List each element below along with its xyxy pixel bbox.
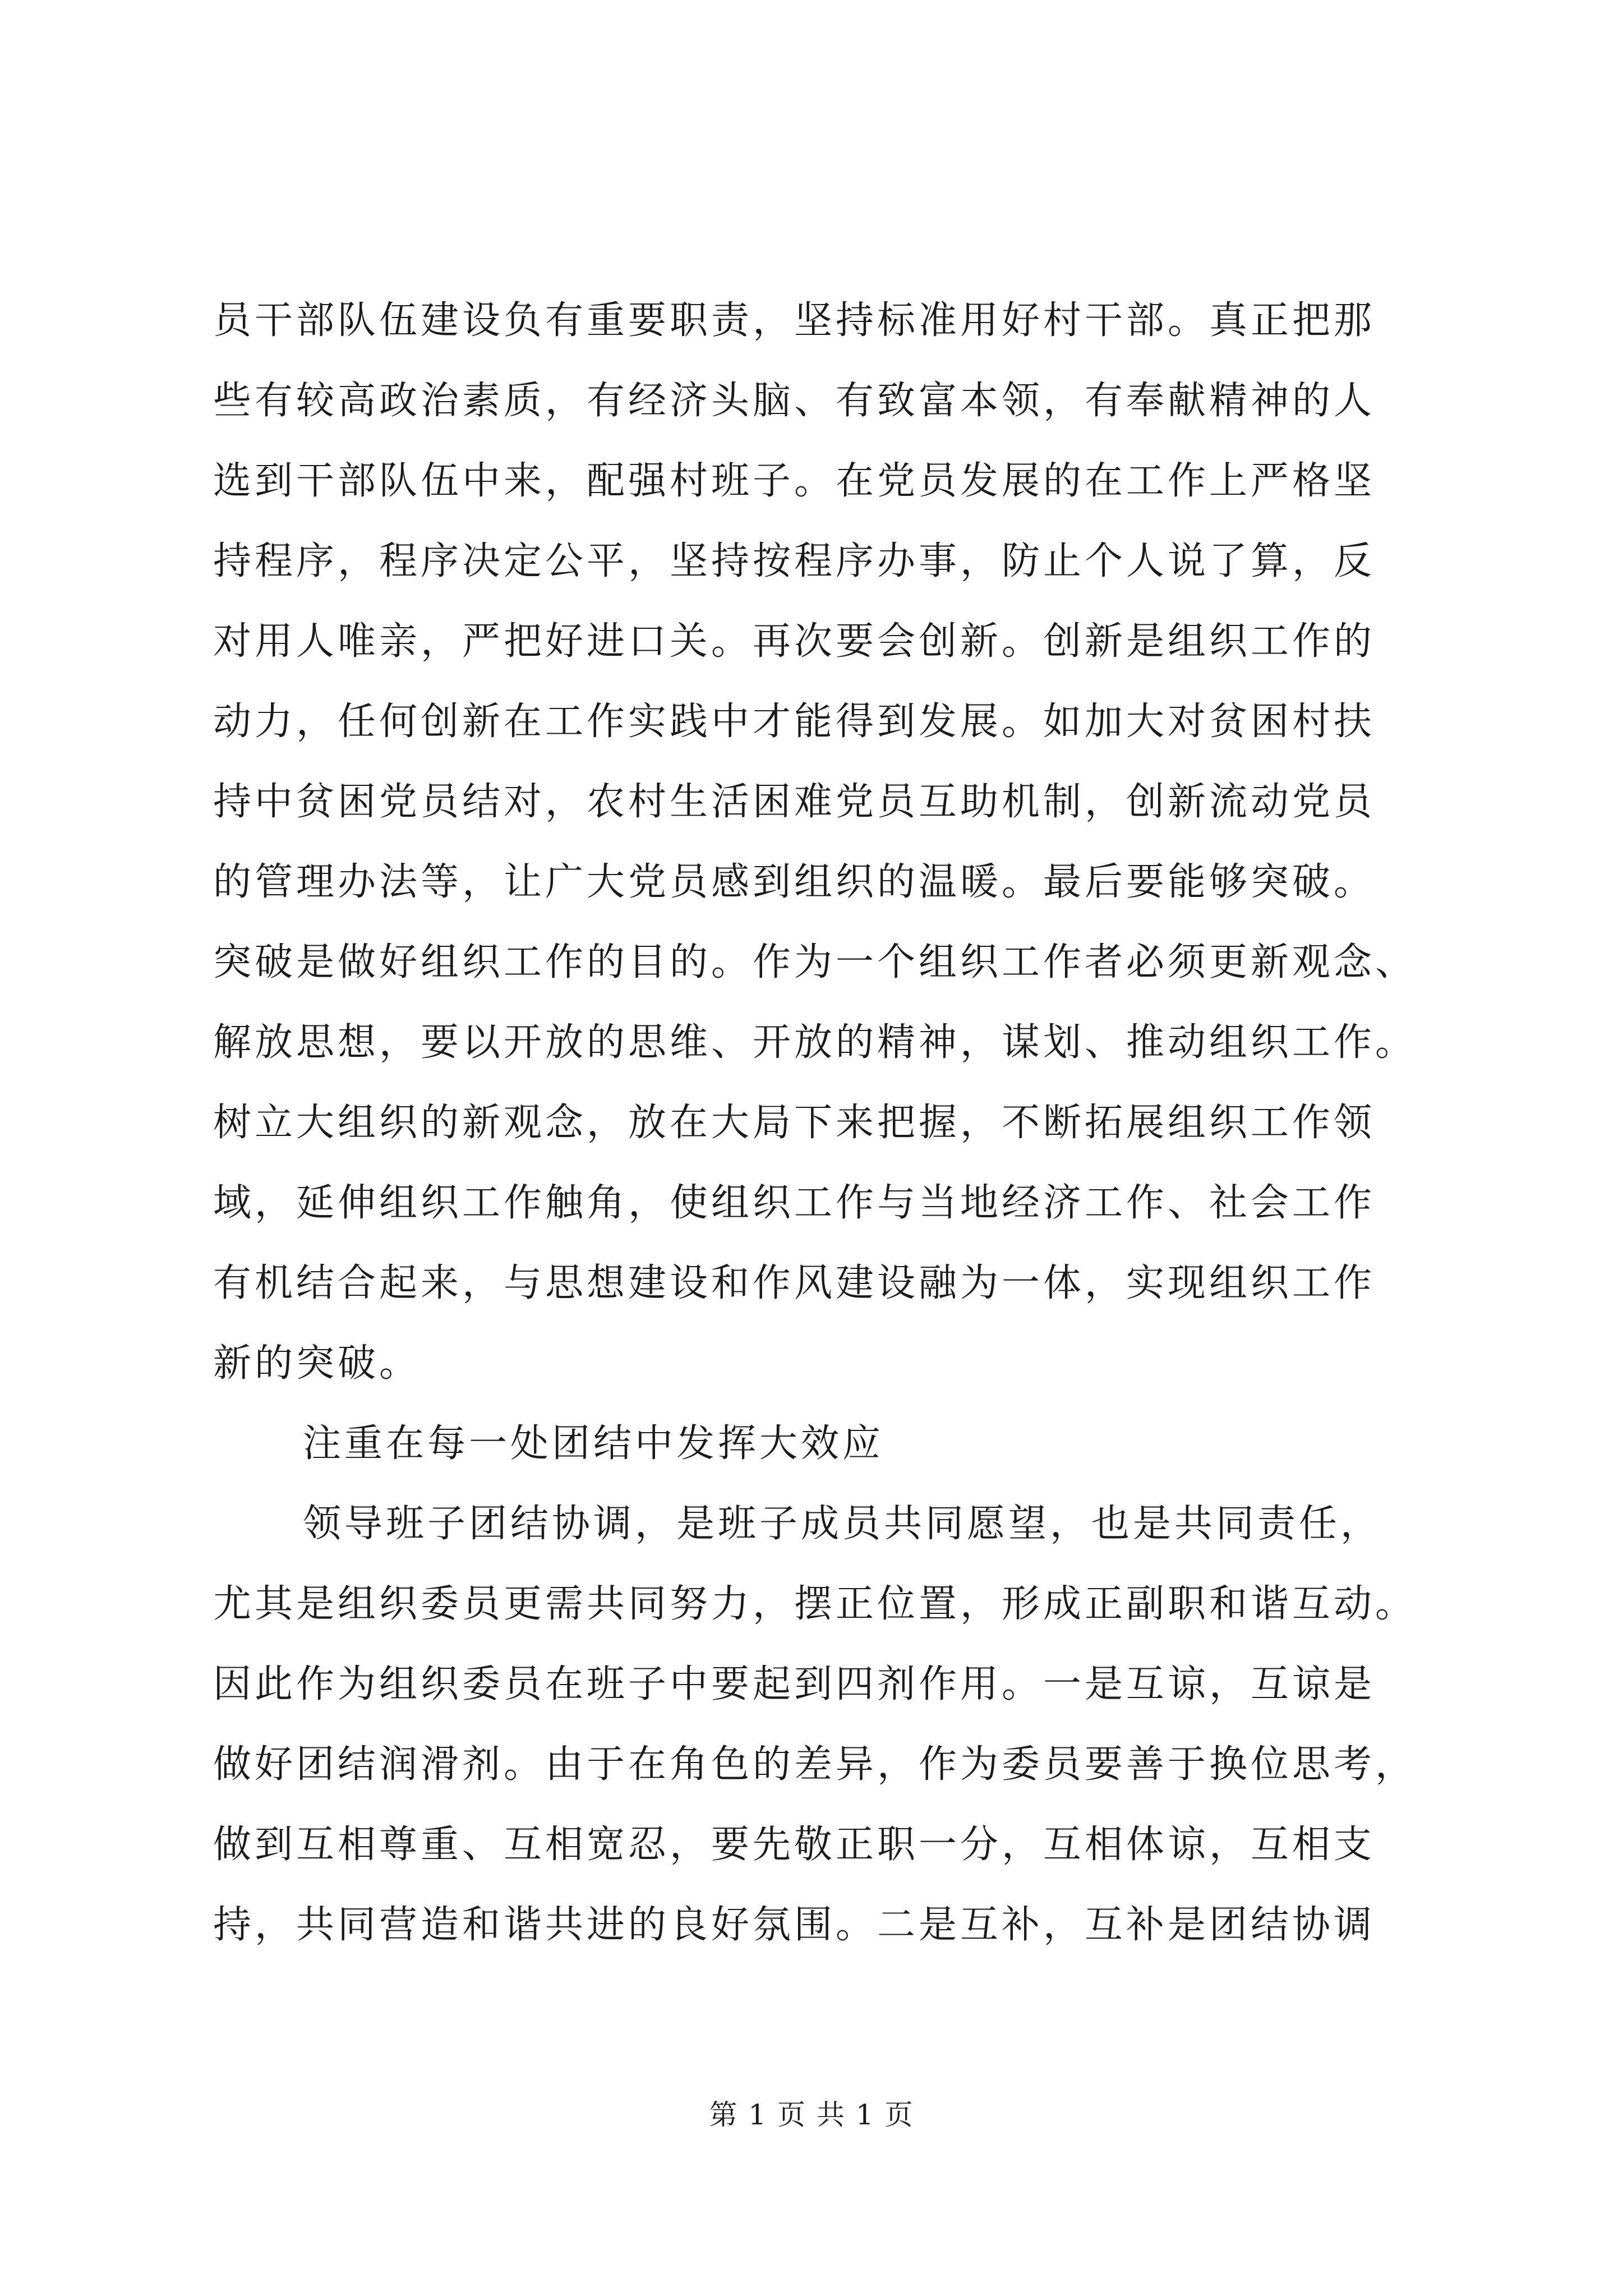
- text-line: 树立大组织的新观念，放在大局下来把握，不断拓展组织工作领: [213, 1101, 1376, 1145]
- body-text: [213, 280, 1424, 1965]
- text-line: 持程序，程序决定公平，坚持按程序办事，防止个人说了算，反: [213, 539, 1376, 583]
- text-line: 对用人唯亲，严把好进口关。再次要会创新。创新是组织工作的: [213, 619, 1376, 664]
- text-line: 领导班子团结协调，是班子成员共同愿望，也是共同责任，: [303, 1502, 1382, 1546]
- text-line: 新的突破。: [213, 1341, 421, 1386]
- page-number-footer: 第 1 页 共 1 页: [709, 2099, 914, 2131]
- text-line: 解放思想，要以开放的思维、开放的精神，谋划、推动组织工作。: [213, 1020, 1417, 1065]
- text-line: 域，延伸组织工作触角，使组织工作与当地经济工作、社会工作: [213, 1181, 1376, 1225]
- text-line: 尤其是组织委员更需共同努力，摆正位置，形成正副职和谐互动。: [213, 1582, 1417, 1626]
- text-line: 突破是做好组织工作的目的。作为一个组织工作者必须更新观念、: [213, 940, 1417, 984]
- text-line: 选到干部队伍中来，配强村班子。在党员发展的在工作上严格坚: [213, 459, 1376, 503]
- text-line: 持中贫困党员结对，农村生活困难党员互助机制，创新流动党员: [213, 780, 1376, 824]
- text-line: 些有较高政治素质，有经济头脑、有致富本领，有奉献精神的人: [213, 379, 1376, 423]
- text-line: 做好团结润滑剂。由于在角色的差异，作为委员要善于换位思考，: [213, 1742, 1417, 1787]
- text-line: 的管理办法等，让广大党员感到组织的温暖。最后要能够突破。: [213, 860, 1376, 904]
- section-heading: 注重在每一处团结中发挥大效应: [303, 1421, 884, 1466]
- text-line: 动力，任何创新在工作实践中才能得到发展。如加大对贫困村扶: [213, 700, 1376, 744]
- text-line: 做到互相尊重、互相宽忍，要先敬正职一分，互相体谅，互相支: [213, 1823, 1376, 1867]
- text-line: 员干部队伍建设负有重要职责，坚持标准用好村干部。真正把那: [213, 298, 1376, 343]
- text-line: 有机结合起来，与思想建设和作风建设融为一体，实现组织工作: [213, 1261, 1376, 1305]
- text-line: 持，共同营造和谐共进的良好氛围。二是互补，互补是团结协调: [213, 1903, 1376, 1947]
- text-line: 因此作为组织委员在班子中要起到四剂作用。一是互谅，互谅是: [213, 1662, 1376, 1706]
